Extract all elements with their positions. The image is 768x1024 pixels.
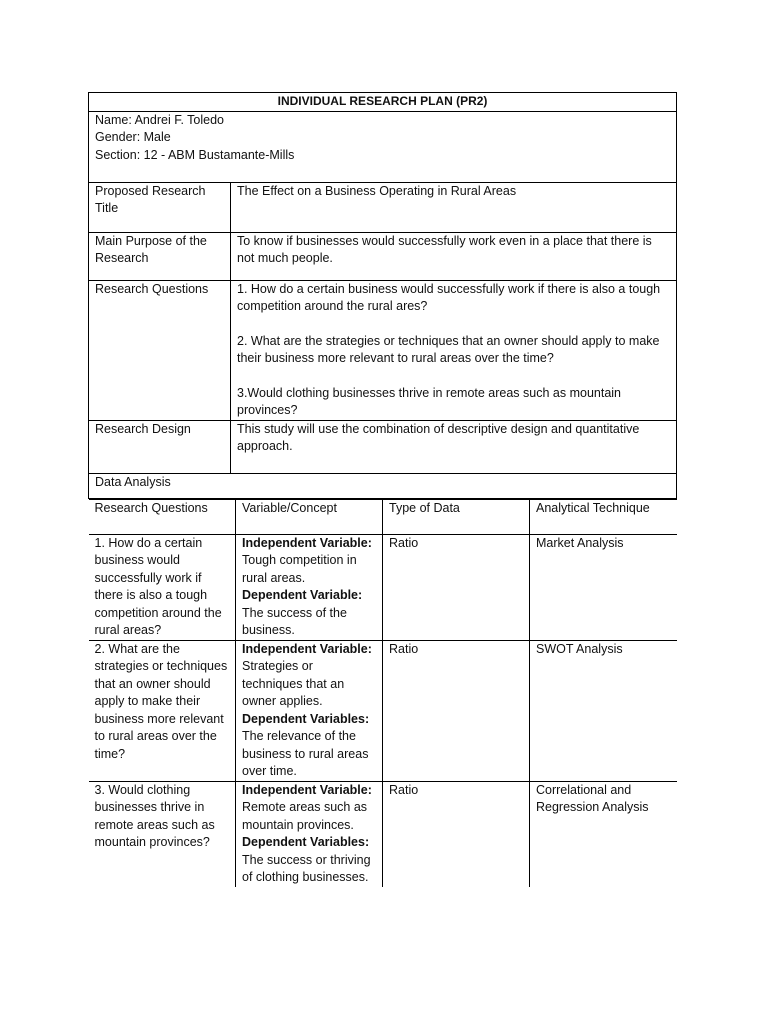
student-section: Section: 12 - ABM Bustamante-Mills [95, 147, 295, 162]
research-question-1: 1. How do a certain business would successfully work if there is also a tough competition around the rural ares? [237, 281, 661, 313]
analysis-header-row [89, 499, 677, 534]
main-purpose-label: Main Purpose of the Research [89, 232, 231, 280]
header-analytical-technique: Analytical Technique [530, 499, 677, 534]
student-gender: Gender: Male [95, 130, 171, 144]
analysis-variables [236, 640, 383, 781]
analysis-data-type: Ratio [383, 534, 530, 640]
data-analysis-row [89, 473, 677, 498]
analysis-variables [236, 781, 383, 887]
research-questions-row [89, 280, 677, 420]
analysis-row [89, 640, 677, 781]
independent-variable-text: Remote areas such as mountain provinces. [242, 800, 368, 832]
dependent-variable-text: The relevance of the business to rural areas over time. [242, 729, 369, 778]
independent-variable-text: Tough competition in rural areas. [242, 553, 357, 585]
research-question-2: 2. What are the strategies or techniques that an owner should apply to make their business more relevant to rural areas over the time? [237, 333, 660, 365]
research-question-3: 3.Would clothing businesses thrive in remote areas such as mountain provinces? [237, 385, 622, 417]
title-row [89, 93, 677, 112]
header-type-of-data: Type of Data [383, 499, 530, 534]
independent-variable-label: Independent Variable: [242, 782, 372, 797]
analysis-technique: SWOT Analysis [530, 640, 677, 781]
independent-variable-label: Independent Variable: [242, 641, 372, 656]
research-design-row [89, 420, 677, 473]
dependent-variable-label: Dependent Variables: [242, 835, 370, 849]
student-name: Name: Andrei F. Toledo [95, 112, 225, 127]
analysis-data-type: Ratio [383, 640, 530, 781]
analysis-question: 1. How do a certain business would successfully work if there is also a tough competition around the rural areas? [89, 534, 236, 640]
independent-variable-label: Independent Variable: [242, 535, 372, 550]
research-design-value: This study will use the combination of descriptive design and quantitative approach. [231, 420, 677, 473]
dependent-variable-text: The success of the business. [242, 605, 347, 637]
header-variable-concept: Variable/Concept [236, 499, 383, 534]
main-purpose-row [89, 232, 677, 280]
research-plan-table [88, 92, 677, 887]
header-research-questions: Research Questions [89, 499, 236, 534]
analysis-variables [236, 534, 383, 640]
research-questions-label: Research Questions [89, 280, 231, 420]
research-title-row [89, 182, 677, 232]
data-analysis-label: Data Analysis [89, 473, 677, 498]
dependent-variable-label: Dependent Variables: [242, 711, 370, 726]
analysis-row [89, 781, 677, 887]
analysis-row [89, 534, 677, 640]
research-design-label: Research Design [89, 420, 231, 473]
analysis-question: 3. Would clothing businesses thrive in remote areas such as mountain provinces? [89, 781, 236, 887]
analysis-technique: Market Analysis [530, 534, 677, 640]
student-info [89, 111, 677, 182]
main-purpose-value: To know if businesses would successfully work even in a place that there is not much people. [231, 232, 677, 280]
research-questions-list [231, 280, 677, 420]
document-title: INDIVIDUAL RESEARCH PLAN (PR2) [89, 93, 677, 112]
dependent-variable-text: The success or thriving of clothing businesses. [242, 852, 371, 884]
research-title-label: Proposed Research Title [89, 182, 231, 232]
student-info-row [89, 111, 677, 182]
analysis-question: 2. What are the strategies or techniques that an owner should apply to make their business more relevant to rural areas over the time? [89, 640, 236, 781]
analysis-section [89, 498, 677, 887]
analysis-technique: Correlational and Regression Analysis [530, 781, 677, 887]
dependent-variable-label: Dependent Variable: [242, 588, 363, 602]
analysis-table [89, 499, 677, 887]
research-title-value: The Effect on a Business Operating in Rural Areas [231, 182, 677, 232]
independent-variable-text: Strategies or techniques that an owner applies. [242, 659, 345, 708]
analysis-data-type: Ratio [383, 781, 530, 887]
